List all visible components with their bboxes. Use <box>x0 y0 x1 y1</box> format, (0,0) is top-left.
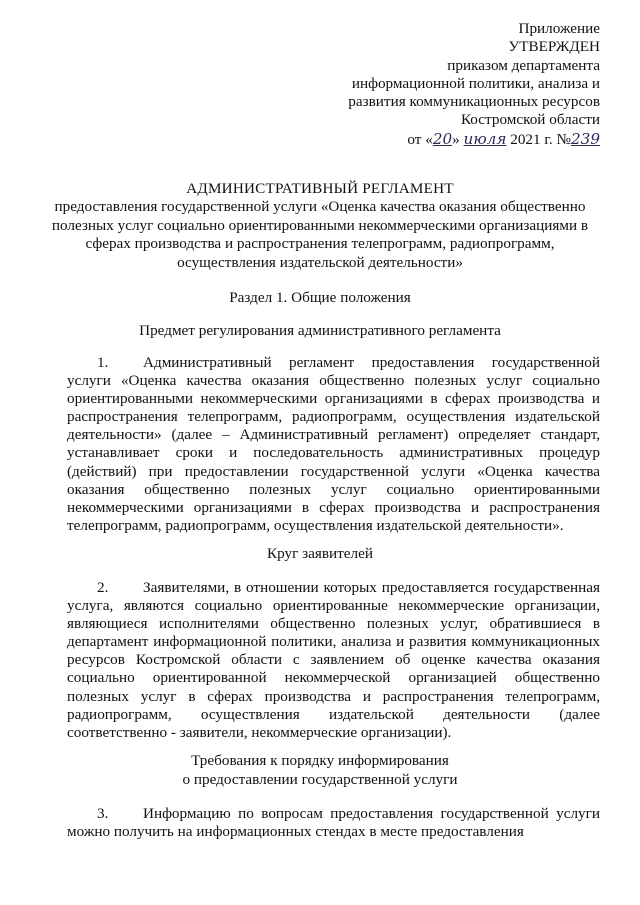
paragraph-number: 3. <box>97 805 109 822</box>
approval-line: развития коммуникационных ресурсов <box>348 93 600 111</box>
section-heading: Раздел 1. Общие положения <box>229 289 411 306</box>
date-prefix: от « <box>407 130 433 148</box>
document-title <box>40 180 600 272</box>
info-heading-line: о предоставлении государственной услуги <box>182 771 458 788</box>
date-year: 2021 г. № <box>506 130 571 148</box>
paragraph-number: 1. <box>97 354 109 371</box>
applicants-heading: Круг заявителей <box>267 545 373 562</box>
approval-date <box>348 130 600 149</box>
approval-line: Костромской области <box>460 111 600 129</box>
title-main: АДМИНИСТРАТИВНЫЙ РЕГЛАМЕНТ <box>186 180 454 197</box>
approval-line: УТВЕРЖДЕН <box>508 38 600 56</box>
paragraph-text: Заявителями, в отношении которых предоставляется государственная услуга, являются социально ориентированные некоммерческие организации, являющиеся исполнителями общественно полезных услуг, обратившиеся в департамент информационной политики, анализа и развития коммуникационных ресурсов Костромской области с заявлением об оценке качества оказания социально ориентированной некоммерческой организацией общественно полезных услуг в сферах производства и распространения телепрограмм, радиопрограмм, осуществления издательской деятельности (далее соответственно - заявители, некоммерческие организации). <box>67 579 600 741</box>
info-heading <box>40 751 600 789</box>
handwritten-number: 239 <box>571 129 600 148</box>
paragraph-number: 2. <box>97 579 109 596</box>
paragraph-3 <box>67 805 600 841</box>
paragraph-2 <box>67 579 600 742</box>
approval-stamp <box>348 20 600 149</box>
approval-line: Приложение <box>518 20 600 37</box>
title-sub: предоставления государственной услуги «Оценка качества оказания общественно полезных услуг социально ориентированными некоммерческими организациями в сферах производства и распространения телепрограмм, радиопрограмм, осуществления издательской деятельности» <box>51 198 589 271</box>
approval-line: приказом департамента <box>447 56 600 74</box>
date-mid: » <box>452 130 464 148</box>
handwritten-day: 20 <box>432 129 453 148</box>
subject-heading: Предмет регулирования административного регламента <box>139 322 501 339</box>
handwritten-month: июля <box>463 129 507 148</box>
paragraph-text: Информацию по вопросам предоставления государственной услуги можно получить на информационных стендах в месте предоставления <box>67 805 600 841</box>
approval-line: информационной политики, анализа и <box>351 74 600 92</box>
paragraph-text: Административный регламент предоставления государственной услуги «Оценка качества оказания общественно полезных услуг социально ориентированными некоммерческими организациями в сферах производства и распространения телепрограмм, радиопрограмм, осуществления издательской деятельности» (далее – Административный регламент) определяет стандарт, устанавливает сроки и последовательность административных процедур (действий) при предоставлении государственной услуги «Оценка качества оказания общественно полезных услуг социально ориентированными некоммерческими организациями в сферах производства и распространения телепрограмм, радиопрограмм, осуществления издательской деятельности». <box>67 354 600 534</box>
info-heading-line: Требования к порядку информирования <box>191 752 449 769</box>
paragraph-1 <box>67 354 600 535</box>
